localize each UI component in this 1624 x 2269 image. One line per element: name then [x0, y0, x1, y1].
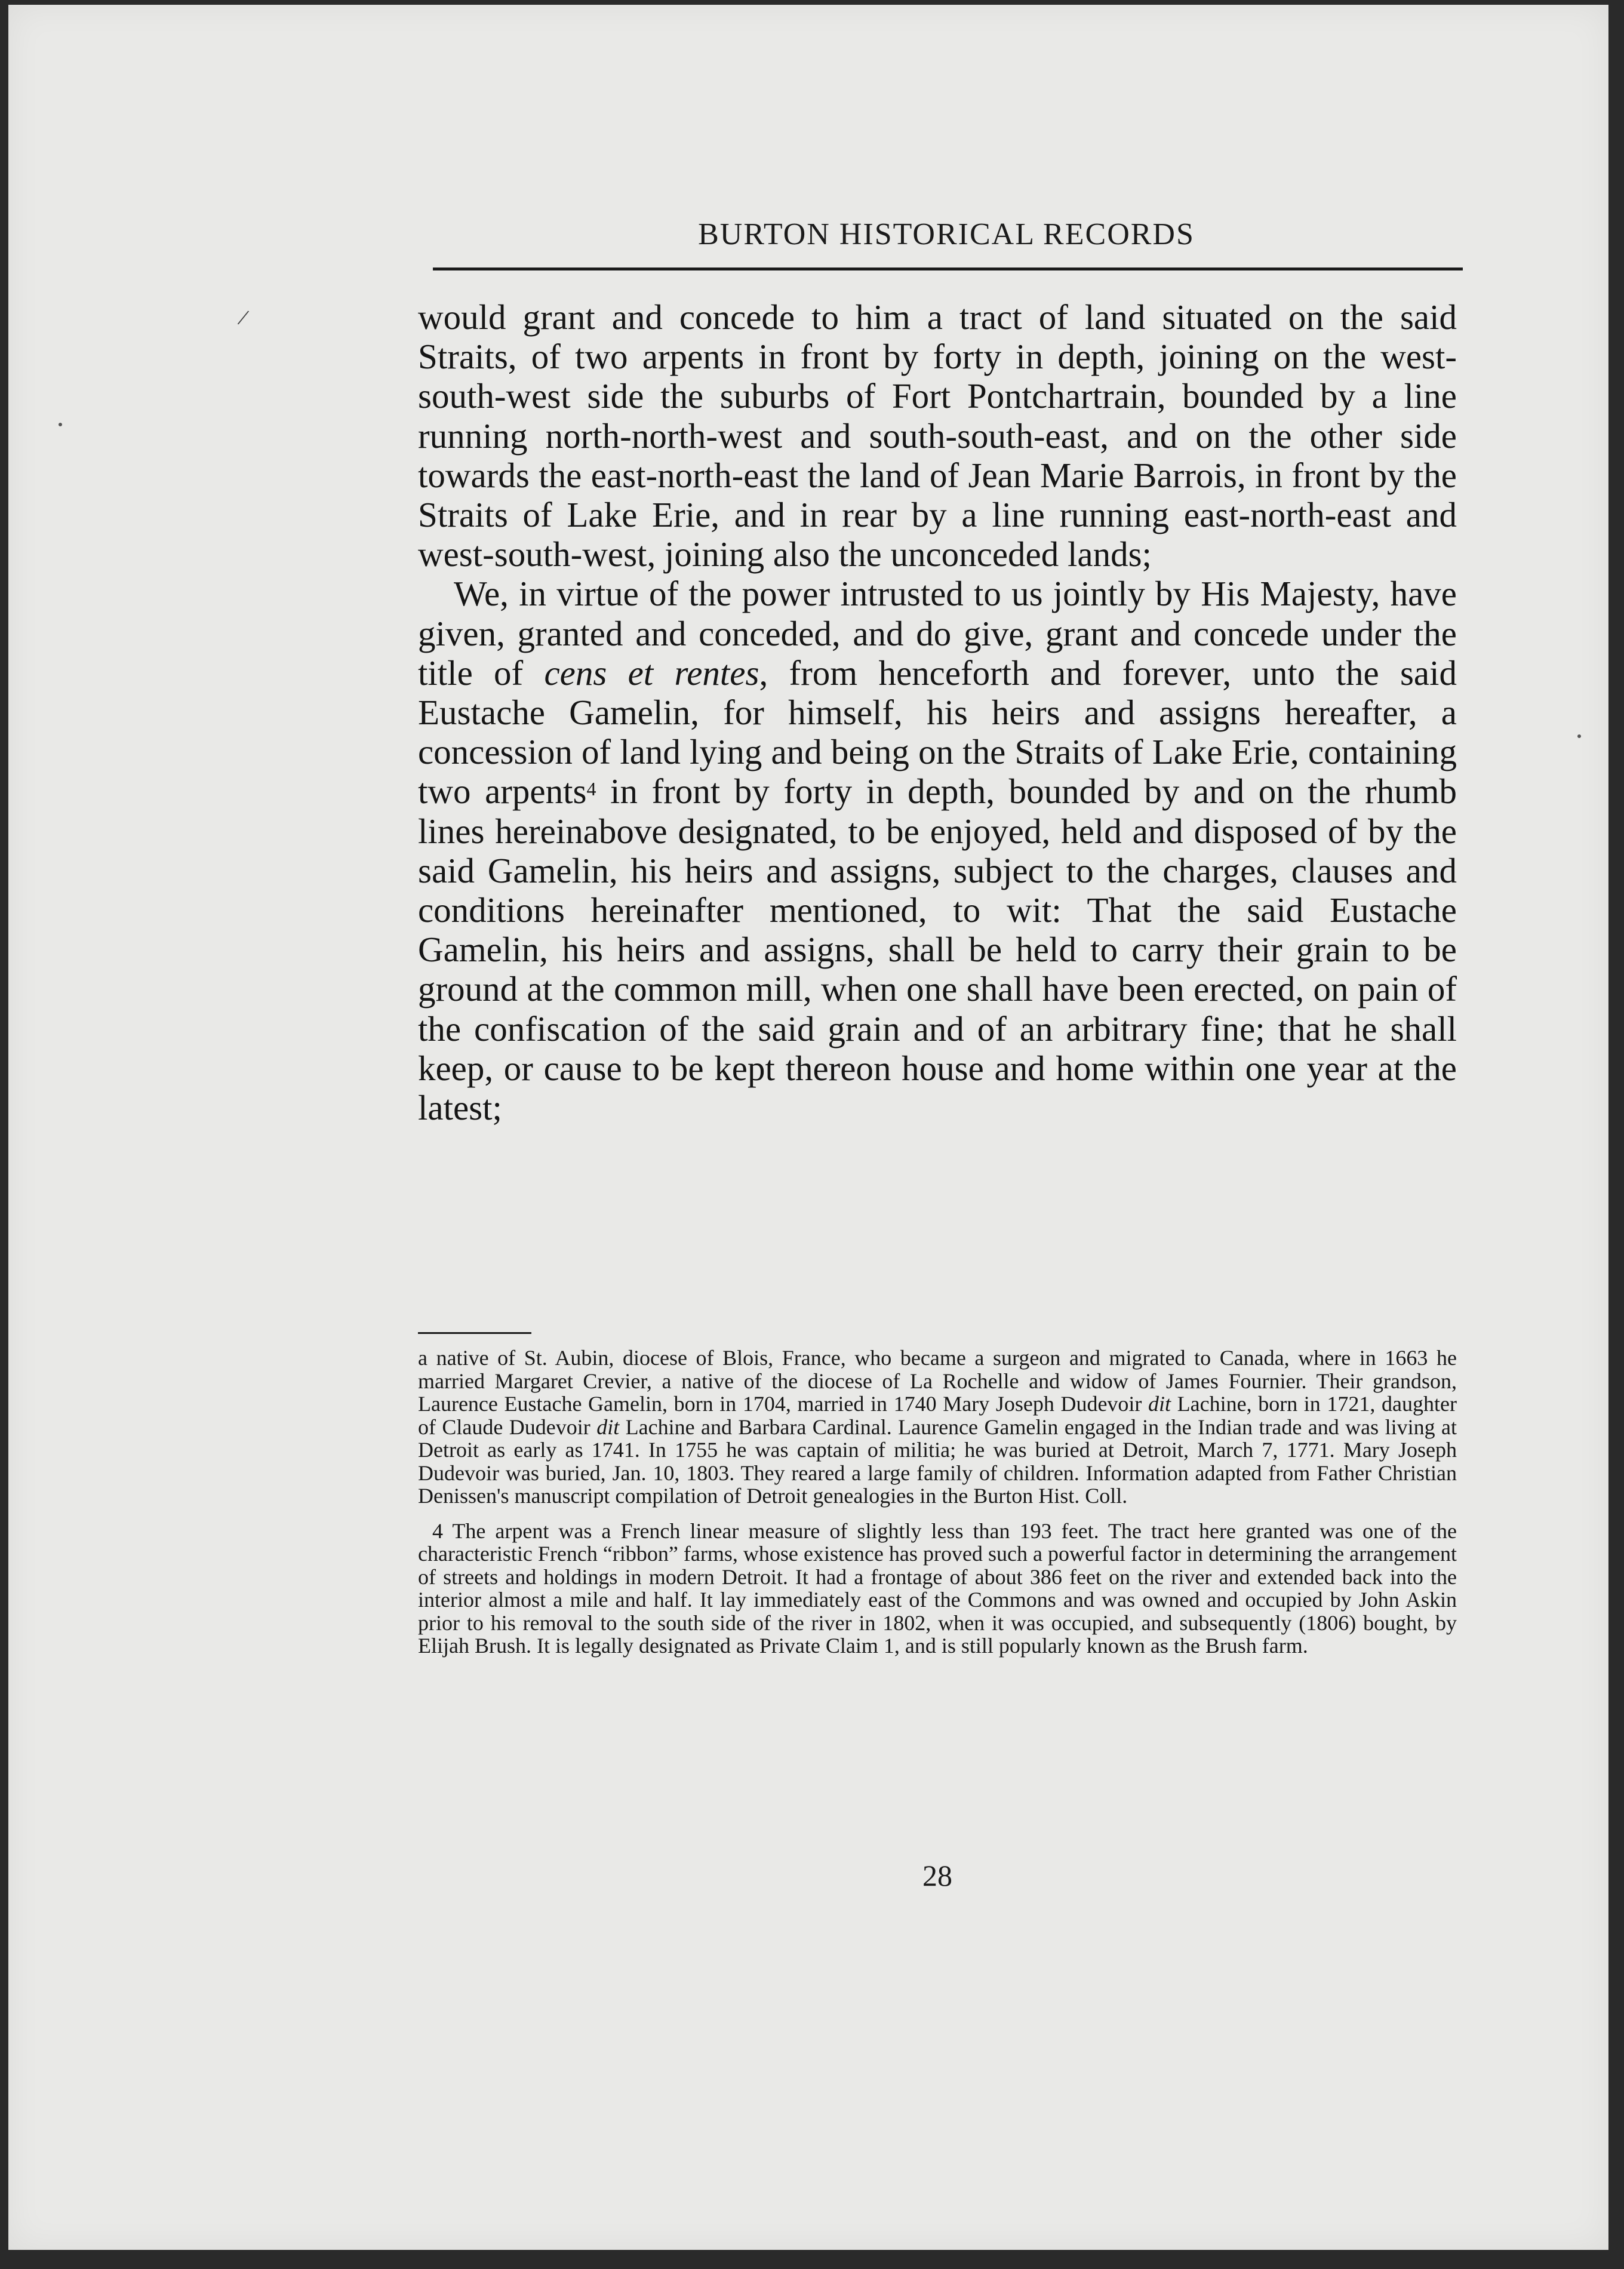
scan-speck [1577, 734, 1581, 738]
footnote-3-part-a: a native of St. Aubin, diocese of Blois, France, who became a surgeon and migrated to Canada, where in 1663 he married Margaret Crevier, a native of the diocese of La Rochelle and widow of James Fournier. Their grandson, Laurence Eustache Gamelin, born in 1704, married in 1740 Mary Joseph Dudevoir [418, 1346, 1457, 1416]
margin-pencil-mark: / [235, 303, 251, 331]
footnote-3-continued [418, 1346, 1457, 1508]
footnote-dit-1: dit [1148, 1392, 1171, 1416]
paragraph-grant-part-c: in front by forty in depth, bounded by and on the rhumb lines hereinabove designated, to be enjoyed, held and disposed of by the said Gamelin, his heirs and assigns, subject to the charges, clauses and conditions hereinafter mentioned, to wit: That the said Eustache Gamelin, his heirs and assigns, shall be held to carry their grain to be ground at the common mill, when one shall have been erected, on pain of the confiscation of the said grain and of an arbitrary fine; that he shall keep, or cause to be kept thereon house and home within one year at the latest; [418, 771, 1457, 1128]
italic-phrase: cens et rentes [544, 653, 759, 693]
body-text [418, 297, 1457, 1127]
footnotes [418, 1346, 1457, 1658]
footnote-4: 4 The arpent was a French linear measure of slightly less than 193 feet. The tract here granted was one of the characteristic French “ribbon” farms, whose existence has proved such a powerful factor in determining the arrangement of streets and holdings in modern Detroit. It had a frontage of about 386 feet on the river and extended back into the interior almost a mile and half. It lay immediately east of the Commons and was owned and occupied by John Askin prior to his removal to the south side of the river in 1802, when it was occupied, and subsequently (1806) bought, by Elijah Brush. It is legally designated as Private Claim 1, and is still popularly known as the Brush farm. [418, 1518, 1457, 1658]
footnote-ref-4: 4 [586, 778, 596, 800]
scan-speck [59, 423, 62, 426]
footnote-3-part-c: Lachine and Barbara Cardinal. Laurence Gamelin engaged in the Indian trade and was living at Detroit as early as 1741. In 1755 he was captain of militia; he was buried at Detroit, March 7, 1771. Mary Joseph Dudevoir was buried, Jan. 10, 1803. They reared a large family of children. Information adapted from Father Christian Denissen's manuscript compilation of Detroit genealogies in the Burton Hist. Coll. [418, 1415, 1457, 1508]
running-header: BURTON HISTORICAL RECORDS [698, 217, 1195, 251]
footnote-dit-2: dit [596, 1415, 620, 1439]
paragraph-continued: would grant and concede to him a tract of land situated on the said Straits, of two arpents in front by forty in depth, joining on the west-south-west side the suburbs of Fort Pontchartrain, bounded by a line running north-north-west and south-south-east, and on the other side towards the east-north-east the land of Jean Marie Barrois, in front by the Straits of Lake Erie, and in rear by a line running east-north-east and west-south-west, joining also the unconceded lands; [418, 297, 1457, 574]
paragraph-grant-part-b: , from henceforth and forever, unto the said Eustache Gamelin, for himself, his heirs and assigns hereafter, a concession of land lying and being on the Straits of Lake Erie, containing two arpents [418, 653, 1457, 811]
footnote-3-part-b: Lachine, born in 1721, daughter of Claude Dudevoir [418, 1392, 1457, 1439]
footnote-rule [418, 1332, 531, 1334]
header-rule [433, 268, 1463, 270]
paragraph-grant-part-a: We, in virtue of the power intrusted to us jointly by His Majesty, have given, granted and conceded, and do give, grant and concede under the title of [418, 574, 1457, 693]
paragraph-grant [418, 574, 1457, 1127]
page-number: 28 [922, 1859, 952, 1892]
